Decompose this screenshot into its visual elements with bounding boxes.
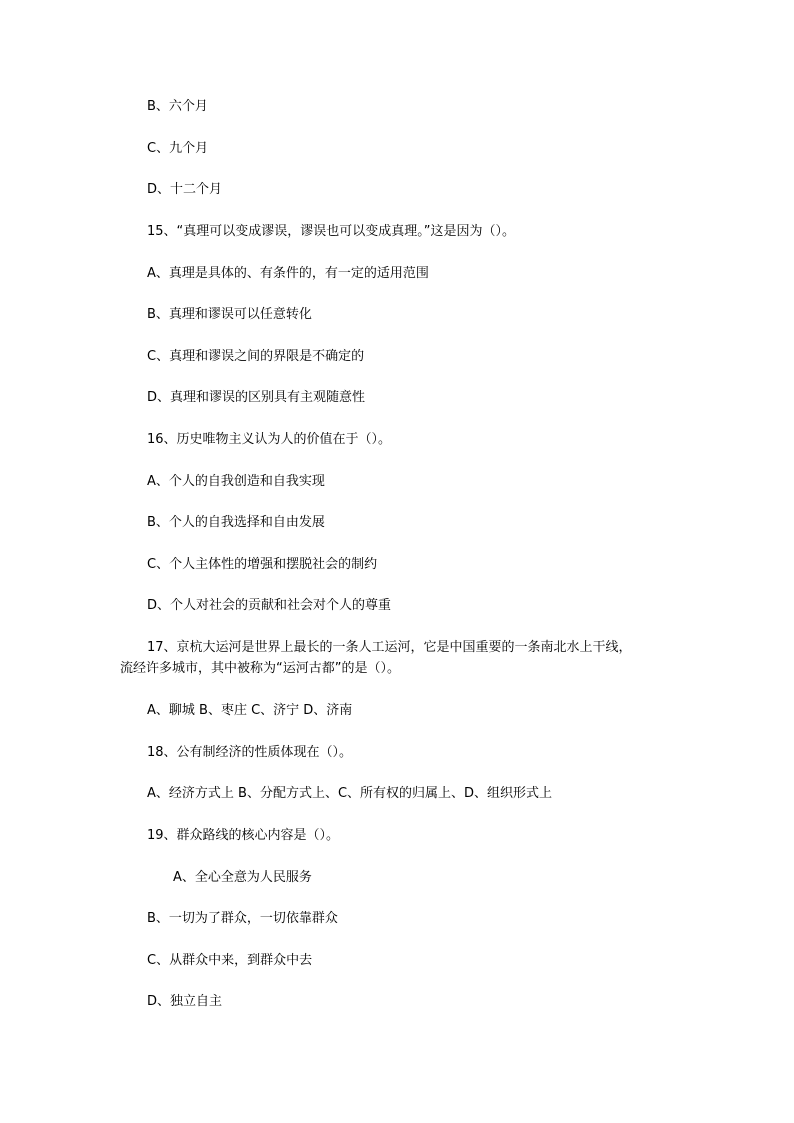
q18-options: A、经济方式上 B、分配方式上、C、所有权的归属上、D、组织形式上 <box>147 786 553 801</box>
question-17-line-2: 流经许多城市，其中被称为“运河古都”的是（）。 <box>120 661 400 676</box>
question-16: 16、历史唯物主义认为人的价值在于（）。 <box>147 432 392 447</box>
option-c-nine-months: C、九个月 <box>147 141 209 156</box>
q16-option-c: C、个人主体性的增强和摆脱社会的制约 <box>147 557 378 572</box>
option-d-twelve-months: D、十二个月 <box>147 182 223 197</box>
question-15: 15、“真理可以变成谬误，谬误也可以变成真理。”这是因为（）。 <box>147 224 516 239</box>
q15-option-b: B、真理和谬误可以任意转化 <box>147 307 312 322</box>
question-18: 18、公有制经济的性质体现在（）。 <box>147 745 353 760</box>
q16-option-b: B、个人的自我选择和自由发展 <box>147 515 325 530</box>
q19-option-d: D、独立自主 <box>147 994 223 1009</box>
q19-option-c: C、从群众中来，到群众中去 <box>147 953 313 968</box>
q19-option-a: A、全心全意为人民服务 <box>173 870 312 885</box>
q17-options: A、聊城 B、枣庄 C、济宁 D、济南 <box>147 703 353 718</box>
q15-option-a: A、真理是具体的、有条件的，有一定的适用范围 <box>147 266 429 281</box>
question-17-line-1: 17、京杭大运河是世界上最长的一条人工运河，它是中国重要的一条南北水上干线， <box>147 640 632 655</box>
question-19: 19、群众路线的核心内容是（）。 <box>147 828 340 843</box>
q16-option-a: A、个人的自我创造和自我实现 <box>147 474 325 489</box>
q15-option-d: D、真理和谬误的区别具有主观随意性 <box>147 390 366 405</box>
q16-option-d: D、个人对社会的贡献和社会对个人的尊重 <box>147 598 392 613</box>
q19-option-b: B、一切为了群众，一切依靠群众 <box>147 911 338 926</box>
option-b-six-months: B、六个月 <box>147 99 208 114</box>
q15-option-c: C、真理和谬误之间的界限是不确定的 <box>147 349 365 364</box>
